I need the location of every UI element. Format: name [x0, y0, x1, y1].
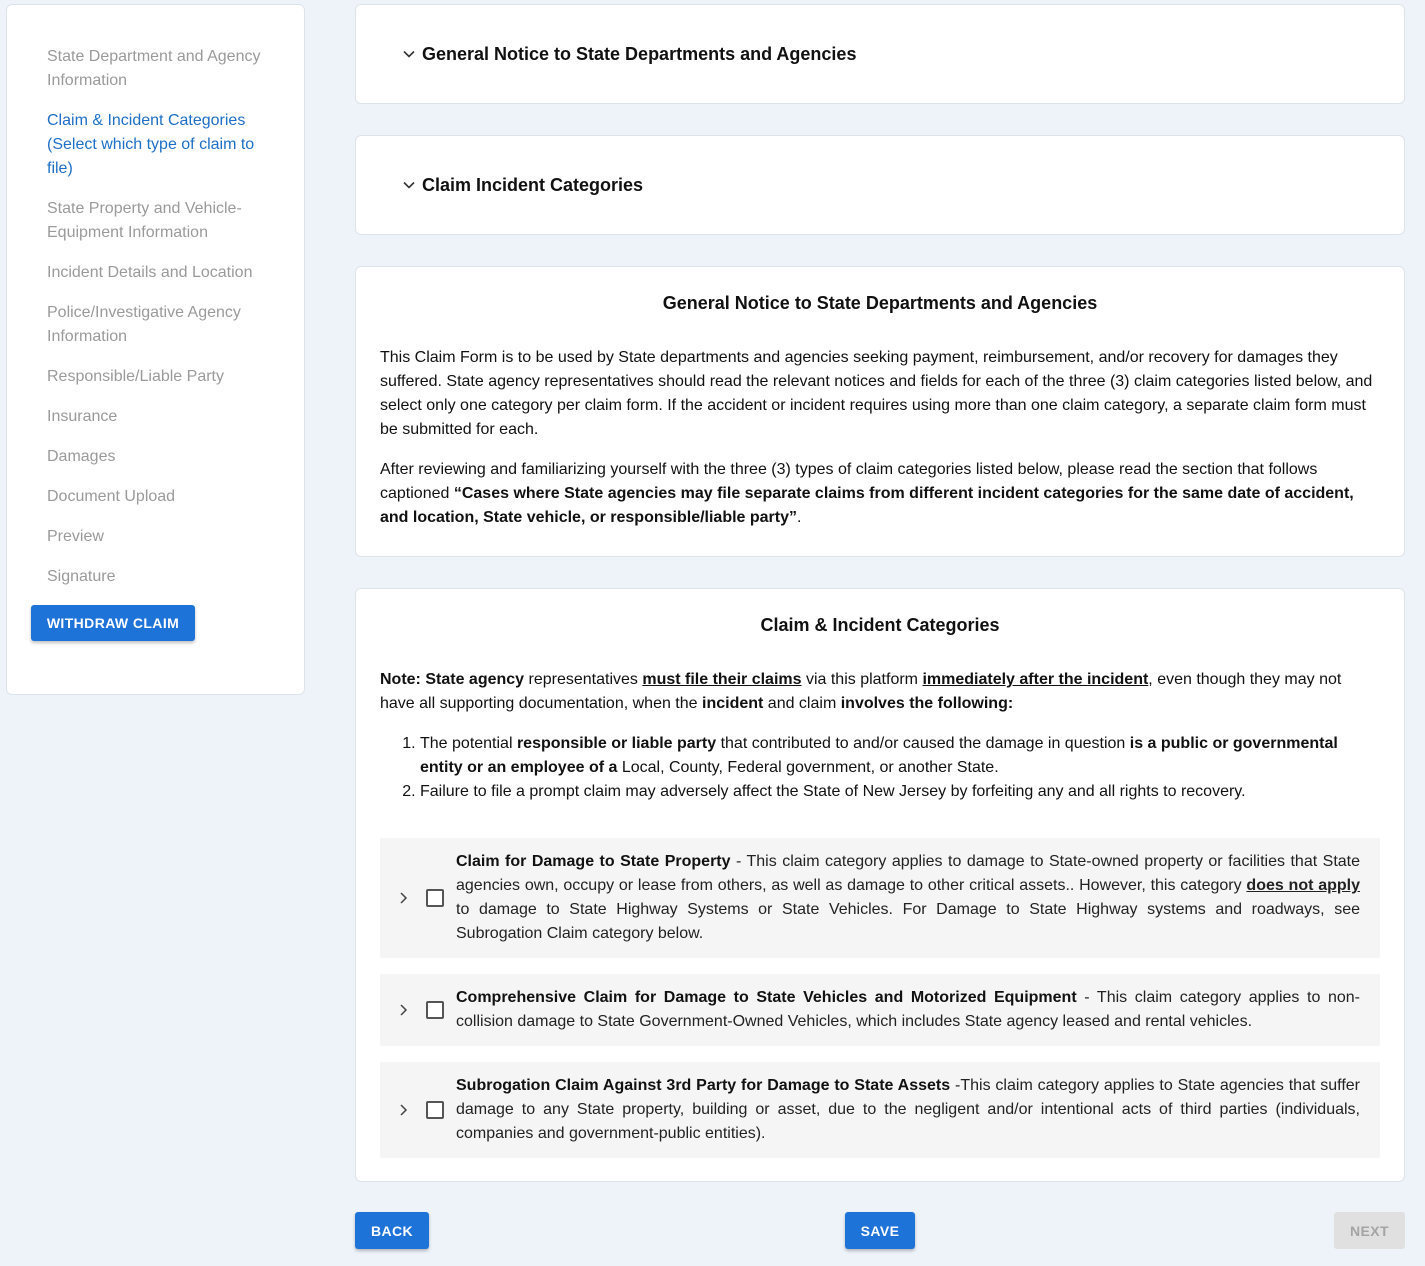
- sidebar-item-police-agency[interactable]: Police/Investigative Agency Information: [47, 304, 241, 345]
- accordion-general-notice-header[interactable]: [356, 5, 1404, 103]
- accordion-title: Claim Incident Categories: [422, 174, 644, 195]
- sidebar-item-incident-details[interactable]: Incident Details and Location: [47, 264, 253, 281]
- accordion-title: General Notice to State Departments and Agencies: [422, 43, 857, 64]
- accordion-claim-incident-header[interactable]: [356, 136, 1404, 234]
- category-state-vehicles-text: Comprehensive Claim for Damage to State Vehicles and Motorized Equipment - This claim category applies to non-collision damage to State Government-Owned Vehicles, which includes State agency leased and rental vehicles.: [456, 989, 1361, 1030]
- general-notice-paragraph-2: After reviewing and familiarizing yourself with the three (3) types of claim categories listed below, please read the section that follows captioned “Cases where State agencies may file separate claims from different incident categories for the same date of accident, and location, State vehicle, or responsible/liable party”.: [380, 461, 1354, 526]
- category-subrogation-checkbox[interactable]: [426, 1101, 444, 1119]
- withdraw-claim-button[interactable]: WITHDRAW CLAIM: [31, 605, 195, 641]
- category-state-vehicles-checkbox[interactable]: [426, 1001, 444, 1019]
- list-item: 1. The potential responsible or liable party that contributed to and/or caused the damage in question is a public or governmental entity or an employee of a Local, County, Federal government, or another State.: [420, 732, 1380, 780]
- claim-requirements-list: [420, 732, 1380, 804]
- next-button[interactable]: NEXT: [1334, 1212, 1405, 1249]
- accordion-claim-incident[interactable]: [355, 135, 1405, 235]
- sidebar-item-preview[interactable]: Preview: [47, 528, 104, 545]
- sidebar-item-state-property[interactable]: State Property and Vehicle-Equipment Information: [47, 200, 242, 241]
- sidebar-item-claim-categories[interactable]: Claim & Incident Categories (Select which type of claim to file): [47, 112, 255, 177]
- category-state-property[interactable]: [380, 838, 1380, 958]
- category-subrogation[interactable]: [380, 1062, 1380, 1158]
- sidebar-nav: [6, 4, 305, 695]
- category-state-property-checkbox[interactable]: [426, 889, 444, 907]
- chevron-right-icon[interactable]: [396, 891, 410, 905]
- general-notice-card: [355, 266, 1405, 557]
- sidebar-item-signature[interactable]: Signature: [47, 568, 116, 585]
- chevron-right-icon[interactable]: [396, 1003, 410, 1017]
- claim-categories-card: [355, 588, 1405, 1182]
- general-notice-paragraph-1: This Claim Form is to be used by State departments and agencies seeking payment, reimbursement, and/or recovery for damages they suffered. State agency representatives should read the relevant notices and fields for each of the three (3) claim categories listed below, and select only one category per claim form. If the accident or incident requires using more than one claim category, a separate claim form must be submitted for each.: [380, 349, 1373, 438]
- chevron-right-icon[interactable]: [396, 1103, 410, 1117]
- general-notice-title: General Notice to State Departments and Agencies: [662, 293, 1098, 313]
- sidebar-item-document-upload[interactable]: Document Upload: [47, 488, 176, 505]
- chevron-down-icon: [400, 45, 418, 63]
- sidebar-item-damages[interactable]: Damages: [47, 448, 116, 465]
- claim-categories-title: Claim & Incident Categories: [760, 615, 1000, 635]
- sidebar-item-insurance[interactable]: Insurance: [47, 408, 118, 425]
- sidebar-item-state-department[interactable]: State Department and Agency Information: [47, 48, 261, 89]
- sidebar-item-responsible-party[interactable]: Responsible/Liable Party: [47, 368, 224, 385]
- accordion-general-notice[interactable]: [355, 4, 1405, 104]
- category-state-vehicles[interactable]: [380, 974, 1380, 1046]
- category-state-property-text: Claim for Damage to State Property - This claim category applies to damage to State-owned property or facilities that State agencies own, occupy or lease from others, as well as damage to other critical assets.. However, this category does not apply to damage to State Highway Systems or State Vehicles. For Damage to State Highway systems and roadways, see Subrogation Claim category below.: [456, 853, 1361, 942]
- save-button[interactable]: SAVE: [845, 1212, 915, 1249]
- back-button[interactable]: BACK: [355, 1212, 429, 1249]
- chevron-down-icon: [400, 176, 418, 194]
- claim-categories-note: Note: State agency representatives must file their claims via this platform immediately after the incident, even though they may not have all supporting documentation, when the incident and claim involves the following:: [380, 671, 1342, 712]
- category-subrogation-text: Subrogation Claim Against 3rd Party for Damage to State Assets -This claim category applies to State agencies that suffer damage to any State property, building or asset, due to the negligent and/or intentional acts of third parties (individuals, companies and government-public entities).: [456, 1077, 1360, 1142]
- list-item: 2. Failure to file a prompt claim may adversely affect the State of New Jersey by forfeiting any and all rights to recovery.: [420, 780, 1380, 804]
